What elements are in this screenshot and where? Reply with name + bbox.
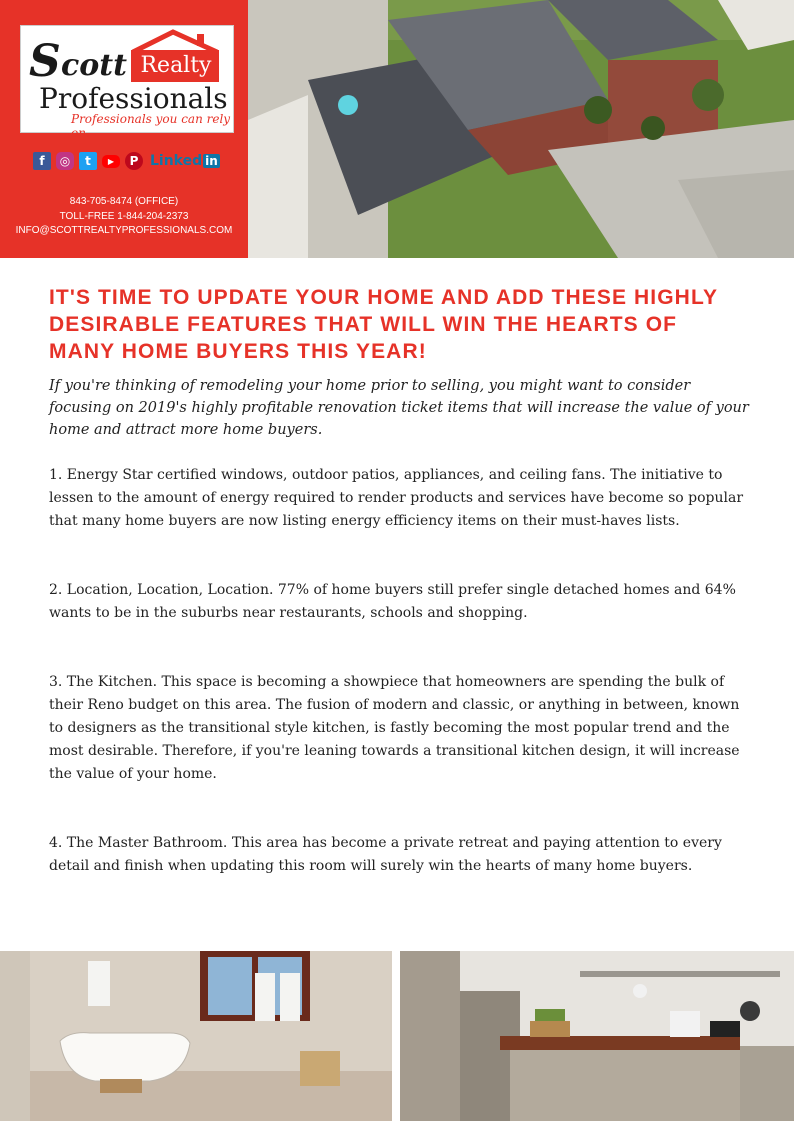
logo-letter-s: S (29, 36, 61, 87)
linkedin-label: Linked (150, 153, 203, 169)
linkedin-badge: in (205, 154, 218, 168)
article-item-1: 1. Energy Star certified windows, outdoor patios, appliances, and ceiling fans. The initiative to lessen to the amount of energy required to render products and services have become so popular that many home buyers are now listing energy efficiency items on their must-haves lists. (49, 467, 744, 529)
logo-word-professionals: Professionals (39, 82, 228, 115)
brand-panel (0, 0, 248, 258)
logo-word-cott: cott (61, 48, 127, 83)
article-item-3: 3. The Kitchen. This space is becoming a showpiece that homeowners are spending the bulk of their Reno budget on this area. The fusion of modern and classic, or anything in between, known to designers as the transitional style kitchen, is fastly becoming the most popular trend and the most desirable. Therefore, if you're leaning towards a transitional kitchen design, it will increase the value of your home. (49, 674, 740, 782)
twitter-icon[interactable]: t (79, 152, 97, 170)
aerial-house-photo (248, 0, 794, 258)
logo-word-realty: Realty (140, 53, 212, 78)
contact-info (0, 195, 248, 239)
kitchen-photo (400, 951, 794, 1121)
article-intro: If you're thinking of remodeling your home prior to selling, you might want to consider focusing on 2019's highly profitable renovation ticket items that will increase the value of your home and attract more home buyers. (49, 378, 749, 438)
article-item-4: 4. The Master Bathroom. This area has become a private retreat and paying attention to every detail and finish when updating this room will surely win the hearts of many home buyers. (49, 835, 722, 874)
instagram-icon[interactable]: ◎ (56, 152, 74, 170)
page-header (0, 0, 794, 258)
email-link[interactable]: INFO@SCOTTREALTYPROFESSIONALS.COM (15, 225, 233, 236)
pinterest-icon[interactable]: P (125, 152, 143, 170)
logo-tagline: Professionals you can rely on... (71, 112, 231, 140)
article-headline: IT'S TIME TO UPDATE YOUR HOME AND ADD THESE HIGHLY DESIRABLE FEATURES THAT WILL WIN THE HEARTS OF MANY HOME BUYERS THIS YEAR! (49, 286, 718, 363)
bathroom-photo (0, 951, 392, 1121)
youtube-icon[interactable]: ▶ (102, 155, 120, 168)
office-phone[interactable]: 843-705-8474 (OFFICE) (69, 196, 179, 207)
company-logo[interactable] (20, 25, 234, 140)
social-links (33, 152, 222, 170)
facebook-icon[interactable]: f (33, 152, 51, 170)
article-item-2: 2. Location, Location, Location. 77% of home buyers still prefer single detached homes and 64% wants to be in the suburbs near restaurants, schools and shopping. (49, 582, 736, 621)
linkedin-icon[interactable] (148, 152, 222, 170)
tollfree-phone[interactable]: TOLL-FREE 1-844-204-2373 (59, 210, 189, 222)
